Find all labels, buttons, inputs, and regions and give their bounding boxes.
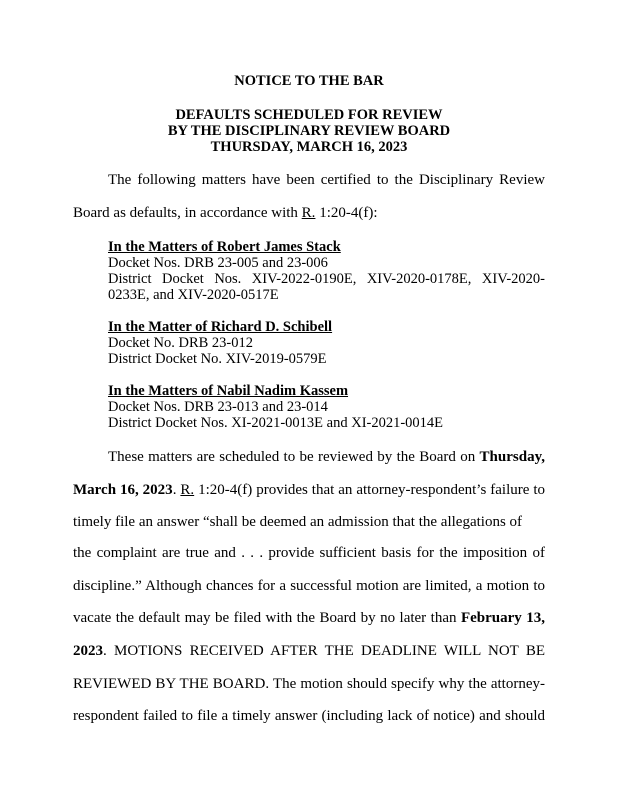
heading-line-1: DEFAULTS SCHEDULED FOR REVIEW bbox=[175, 107, 443, 123]
matter-docket: Docket Nos. DRB 23-013 and 23-014 bbox=[108, 399, 328, 415]
rule-reference: R. bbox=[301, 205, 316, 221]
matter-district-docket-cont: 0233E, and XIV-2020-0517E bbox=[108, 287, 279, 303]
notice-title: NOTICE TO THE BAR bbox=[234, 73, 384, 89]
para-line-7: 2023. MOTIONS RECEIVED AFTER THE DEADLINE WILL NOT BE bbox=[73, 643, 545, 659]
para-line-4: the complaint are true and . . . provide sufficient basis for the imposition of bbox=[73, 545, 545, 561]
para-line-8: REVIEWED BY THE BOARD. The motion should specify why the attorney- bbox=[73, 676, 545, 692]
matter-docket: Docket Nos. DRB 23-005 and 23-006 bbox=[108, 255, 328, 271]
para-line-6: vacate the default may be filed with the Board by no later than February 13, bbox=[73, 610, 545, 626]
rule-reference: R. bbox=[180, 482, 195, 498]
para-line-2: March 16, 2023. R. 1:20-4(f) provides that an attorney-respondent’s failure to bbox=[73, 482, 545, 498]
matter-title: In the Matters of Robert James Stack bbox=[108, 239, 341, 255]
matter-district-docket: District Docket Nos. XIV-2022-0190E, XIV-2020-0178E, XIV-2020- bbox=[108, 271, 545, 287]
intro-line-2: Board as defaults, in accordance with R. 1:20-4(f): bbox=[73, 205, 378, 221]
matter-title: In the Matter of Richard D. Schibell bbox=[108, 319, 333, 335]
matter-district-docket: District Docket Nos. XI-2021-0013E and XI-2021-0014E bbox=[108, 415, 444, 431]
para-line-5: discipline.” Although chances for a successful motion are limited, a motion to bbox=[73, 578, 545, 594]
matter-docket: Docket No. DRB 23-012 bbox=[108, 335, 253, 351]
heading-line-2: BY THE DISCIPLINARY REVIEW BOARD bbox=[167, 123, 451, 139]
para-line-1: These matters are scheduled to be reviewed by the Board on Thursday, bbox=[108, 449, 545, 465]
para-line-9: respondent failed to file a timely answer (including lack of notice) and should bbox=[73, 708, 545, 724]
matter-district-docket: District Docket No. XIV-2019-0579E bbox=[108, 351, 327, 367]
matter-title: In the Matters of Nabil Nadim Kassem bbox=[108, 383, 349, 399]
intro-line-1: The following matters have been certified to the Disciplinary Review bbox=[108, 172, 545, 188]
heading-line-3: THURSDAY, MARCH 16, 2023 bbox=[210, 139, 408, 155]
para-line-3: timely file an answer “shall be deemed an admission that the allegations of bbox=[73, 514, 523, 530]
